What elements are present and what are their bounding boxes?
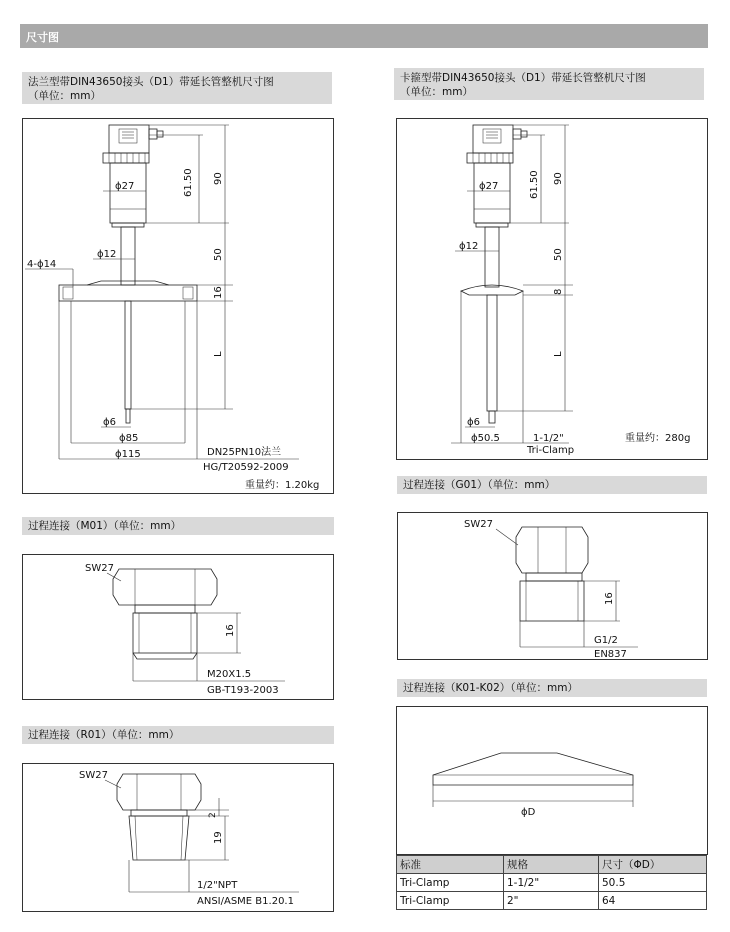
flange-dim-holes: 4-ϕ14 — [27, 259, 57, 270]
k01-drawing-svg — [397, 707, 707, 854]
clamp-caption-title: 卡箍型带DIN43650接头（D1）带延长管整机尺寸图 — [400, 72, 646, 84]
k01-spec-table — [396, 855, 707, 910]
flange-dim-L: L — [213, 351, 224, 357]
k01-caption: 过程连接（K01-K02）（单位：mm） — [397, 679, 707, 697]
table-cell: Tri-Clamp — [397, 892, 504, 910]
flange-weight: 重量约：1.20kg — [245, 480, 320, 491]
m01-dim-h16: 16 — [225, 624, 236, 637]
flange-dim-h50: 50 — [213, 248, 224, 261]
g01-drawing-svg — [398, 513, 707, 659]
table-header-cell: 标准 — [397, 856, 504, 874]
section-title: 尺寸图 — [26, 31, 59, 44]
m01-sw: SW27 — [85, 563, 114, 574]
flange-caption-title: 法兰型带DIN43650接头（D1）带延长管整机尺寸图 — [28, 76, 274, 88]
flange-dim-d12: ϕ12 — [97, 249, 117, 260]
r01-dim-h19: 19 — [213, 831, 224, 844]
table-row — [397, 892, 707, 910]
g01-caption: 过程连接（G01）（单位：mm） — [397, 476, 707, 494]
clamp-dim-h6150: 61.50 — [529, 170, 540, 199]
clamp-caption — [394, 68, 704, 100]
flange-dim-d115: ϕ115 — [115, 449, 141, 460]
g01-dim-h16: 16 — [604, 592, 615, 605]
r01-caption: 过程连接（R01）（单位：mm） — [22, 726, 334, 744]
flange-caption — [22, 72, 332, 104]
clamp-drawing-svg — [397, 119, 707, 459]
r01-drawing-svg — [23, 764, 333, 911]
clamp-caption-unit: （单位：mm） — [400, 86, 473, 98]
k01-drawing — [396, 706, 708, 855]
table-cell: Tri-Clamp — [397, 874, 504, 892]
clamp-dim-d505: ϕ50.5 — [471, 433, 500, 444]
table-cell: 50.5 — [599, 874, 707, 892]
flange-drawing-svg — [23, 119, 333, 493]
table-header-cell: 尺寸（ΦD） — [599, 856, 707, 874]
g01-drawing — [397, 512, 708, 660]
flange-dim-d85: ϕ85 — [119, 433, 139, 444]
flange-drawing — [22, 118, 334, 494]
table-header-cell: 规格 — [504, 856, 599, 874]
table-header-row — [397, 856, 707, 874]
r01-sw: SW27 — [79, 770, 108, 781]
m01-caption: 过程连接（M01）（单位：mm） — [22, 517, 334, 535]
m01-thread: M20X1.5 — [207, 669, 252, 680]
g01-sw: SW27 — [464, 519, 493, 530]
flange-dim-d6: ϕ6 — [103, 417, 116, 428]
m01-drawing-svg — [23, 555, 333, 699]
clamp-dim-d6: ϕ6 — [467, 417, 480, 428]
clamp-drawing — [396, 118, 708, 460]
r01-drawing — [22, 763, 334, 912]
flange-standard: DN25PN10法兰 — [207, 447, 282, 458]
flange-dim-h16: 16 — [213, 286, 224, 299]
clamp-dim-h8: 8 — [553, 288, 564, 295]
g01-thread: G1/2 — [594, 635, 618, 646]
table-cell: 1-1/2" — [504, 874, 599, 892]
m01-drawing — [22, 554, 334, 700]
flange-caption-unit: （单位：mm） — [28, 90, 101, 102]
table-cell: 64 — [599, 892, 707, 910]
section-header — [20, 24, 708, 48]
flange-dim-h6150: 61.50 — [183, 168, 194, 197]
r01-dim-h2: 2 — [208, 812, 218, 818]
table-row — [397, 874, 707, 892]
flange-dim-d27: ϕ27 — [115, 181, 135, 192]
m01-standard: GB-T193-2003 — [207, 685, 279, 696]
clamp-dim-d27: ϕ27 — [479, 181, 499, 192]
clamp-dim-h90: 90 — [553, 172, 564, 185]
flange-standard2: HG/T20592-2009 — [203, 462, 289, 473]
r01-standard: ANSI/ASME B1.20.1 — [197, 896, 294, 907]
k01-dim: ϕD — [521, 807, 536, 818]
table-cell: 2" — [504, 892, 599, 910]
clamp-dim-d12: ϕ12 — [459, 241, 479, 252]
g01-standard: EN837 — [594, 649, 627, 659]
clamp-spec: 1-1/2" — [533, 433, 564, 444]
clamp-dim-h50: 50 — [553, 248, 564, 261]
clamp-dim-L: L — [553, 351, 564, 357]
clamp-weight: 重量约：280g — [625, 433, 691, 444]
flange-dim-h90: 90 — [213, 172, 224, 185]
r01-thread: 1/2"NPT — [197, 880, 238, 891]
clamp-spec2: Tri-Clamp — [527, 445, 575, 456]
